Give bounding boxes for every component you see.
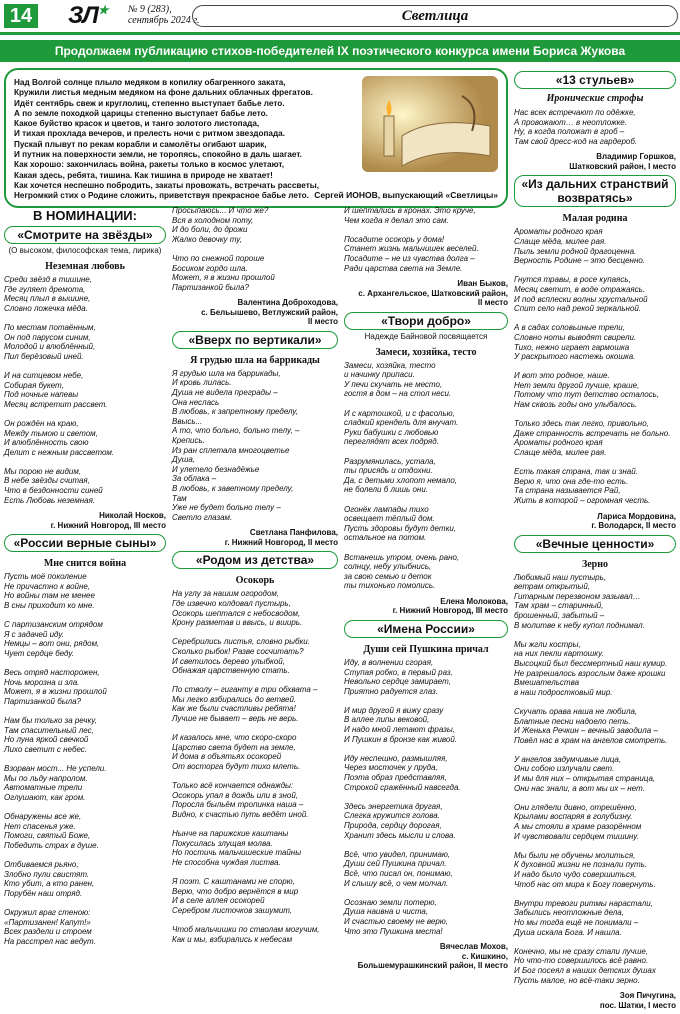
column-1 (4, 206, 166, 952)
poem-text: Среди звёзд в тишине, Где гуляет дремота, Месяц плыл в вышине, Словно ложечка мёда. По местам потаённым, Он под парусом синим, Молодой и влюблённый, Пил берёзовый иней. И на ситцевом небе, Собирая букет, Под ночные напевы Месяц встретит рассвет. Он рождён на краю, Между тьмою и светом, И влюблённость свою Делит с нежным рассветом. Мы порою не видим, В небе звёзды считая, Что в бездонности синей Есть Любовь неземная. (4, 275, 115, 505)
poem-author: Елена Молокова, г. Нижний Новгород, III место (392, 596, 508, 616)
intro-author: Сергей ИОНОВ, выпускающий «Светлицы» (314, 190, 498, 200)
poem-author: Иван Быков, с. Архангельское, Шатковский район, II место (358, 279, 508, 308)
star-icon: ★ (97, 3, 108, 17)
tag-subtitle: (О высоком, философская тема, лирика) (8, 246, 162, 255)
poem-text: Замеси, хозяйка, тесто и начинку припаси. У печи скучать не место, гостя в дом – на стол неси. И с картошкой, и с фасолью, сладкий крендель для внучат. Руки бабушки с любовью переглядят всех подряд. Разрумянилась, устала, ты присядь и отдохни. Да, с детьми хлопот немало, не болели б лишь они. Огонёк лампады тихо освещает тёплый дом. Пусть здоровы будут детки, остальное на потом. Встанешь утром, очень рано, солнцу, небу улыбнись, за свою семью и деток ты тихонько помолись. (344, 360, 460, 591)
poem-author: Вячеслав Мохов, с. Кишкино, Большемурашкинский район, II место (357, 942, 508, 971)
tag-names-of-russia: «Имена России» (344, 620, 508, 638)
poem-author: Лариса Мордовина, г. Володарск, II место (591, 511, 676, 531)
poem-title: Осокорь (235, 575, 275, 587)
candle-book-illustration (362, 76, 498, 172)
column-2 (172, 206, 338, 950)
poem-dedication: Надежде Байновой посвящается (364, 331, 488, 341)
poem-text: Иду, в волнении сгорая, Ступая робко, в первый раз, Невольно сердце замирает, Приятно радуется глаз. И мир другой я вижу сразу В аллее липы вековой, И надо мной летают фразы, И Пушкин в бронзе как живой. Иду неспешно, размышляя, Через мосточек у пруда, Поэта образ представляя, Строкой сражённый навсегда. Здесь энергетика другая, Слегка кружится голова. Природа, сердцу дорогая, Хранит здесь мысли и слова. Всё, что увидел, принимаю, Души сей Пушкина причал. Всё, что писал он, понимаю, И слышу всё, о чем молчал. Осознаю земли потерю, Душа наивна и чиста, И счастью своему не верю, Что это Пушкина места! (344, 657, 461, 936)
poem-author: Валентина Доброходова, с. Бельышево, Ветлужский район, II место (201, 298, 338, 327)
tag-eternal-values: «Вечные ценности» (514, 535, 676, 553)
poem-title: Замеси, хозяйка, тесто (375, 346, 477, 358)
poem-text: Нас всех встречают по одёжке, А провожают… в неотложке. Ну, а когда положат в гроб – Там свой дресс-код на гардероб. (514, 108, 638, 146)
poem-author: Зоя Пичугина, пос. Шатки, I место (599, 991, 676, 1010)
genre-title: Иронические строфы (546, 93, 644, 104)
poem-text: Я грудью шла на баррикады, И кровь лилась. Душа не видела преграды – Она неслась В любовь, к запретному пределу, Ввысь... А то, что больно, больно телу, – Крепись. Из ран сплетала многоцветье Душа, И улетело безнадёжье За облака – В любовь, к заветному пределу, Там Уже не будет больно телу – Светло глазам. (172, 368, 300, 522)
poem-text-continued: И шептались в кронах. Это круче, Чем когда я делал это сам. Посадите осокорь у дома! Станет жизнь мальчишек веселей. Посадите – не из чувства долга – Ради царства света на Земле. (344, 206, 479, 273)
tag-look-at-stars: «Смотрите на звёзды» (4, 226, 166, 244)
issue-date: сентябрь 2024 г. (128, 15, 200, 26)
poem-title: Души сей Пушкина причал (363, 643, 489, 655)
tag-from-childhood: «Родом из детства» (172, 551, 338, 569)
tag-13-chairs: «13 стульев» (514, 71, 676, 89)
section-title: Светлица (192, 5, 678, 27)
contest-banner: Продолжаем публикацию стихов-победителей IX поэтического конкурса имени Бориса Жукова (0, 40, 680, 62)
column-4 (514, 68, 676, 1014)
poem-text: На углу за нашим огородом, Где извечно колдовал пустырь, Осокорь шептался с небосводом, Крону разметав и ввысь, и вширь. Серебрились листья, словно рыбки. Сколько рыбок! Разве сосчитать? И светилось дерево улыбкой, Обнажая царственную стать. По стволу – гиганту в три обхвата – Мы легко взбирались до ветвей. Как же были счастливы ребята! Лучше не бывает – верь не верь. И казалось мне, что скоро-скоро Царство света будет на земле, И дома в объятьях осокорей От восторга будут тихо млеть. Только всё кончается однажды: Осокорь упал в дождь или в зной, Поросла быльём тропинка наша – Видно, к счастью путь ведёт иной. Нынче на парижские каштаны Покусилась злущая молва. Но постичь мальчишеские тайны Не способна чуждая листва. Я поэт. С каштанами не спорю, Верю, что добро вернётся в мир И в селе аллея осокорей Серебром листочков зашумит, Чтоб мальчишки по стволам могучим, Как и мы, взбирались к небесам (172, 589, 320, 944)
poem-author: Николай Носков, г. Нижний Новгород, III место (50, 511, 166, 530)
poem-title: Неземная любовь (45, 261, 125, 272)
tag-vertical: «Вверх по вертикали» (172, 331, 338, 349)
issue-info (128, 4, 200, 26)
header-divider (0, 32, 680, 35)
tag-do-good: «Твори добро» (344, 312, 508, 330)
page-number: 14 (4, 4, 38, 28)
nomination-heading: В НОМИНАЦИИ: (33, 208, 137, 223)
poem-text: Пусть моё поколение Не причастно к войне, Но войны там не менее В сны приходит ко мне. С партизанским отрядом Я с задачей иду. Немцы – вот они, рядом, Чует сердце беду. Весь отряд насторожен, Ночь морозна и зла. Может, я в жизни прошлой Партизанкой была? Нам бы только за речку, Там спасительный лес, Но луна яркой свечкой Лихо светит с небес. Взорван мост... Не успели. Мы по льду напролом. Автоматные трели Оглушают, как гром. Обнаружены все же, Нет спасенья уже. Помоги, святый Боже, Победить страх в душе. Отбиваемся рьяно, Злобно пули свистят. Кто убит, а кто ранен, Порубён наш отряд. Окружил враг стеною: «Партизанен! Капут!» Всех раздели и строем На расстрел нас ведут. (4, 572, 107, 946)
column-3 (344, 206, 508, 975)
poem-title: Мне снится война (43, 558, 127, 570)
intro-box (4, 68, 508, 208)
poem-text-continued: Просыпаюсь... И что же? Вся в холодном поту, И до боли, до дрожи Жалко девочку ту, Что по снежной пороше Босиком гордо шла. Может, я в жизни прошлой Партизанкой была? (172, 206, 275, 292)
newspaper-logo (68, 2, 108, 30)
poem-title: Зерно (581, 558, 609, 570)
poem-author: Владимир Горшков, Шатковский район, I место (569, 152, 676, 171)
poem-title: Малая родина (562, 213, 628, 225)
tag-russia-sons: «России верные сыны» (4, 534, 166, 552)
tag-far-travels: «Из дальних странствий возвратясь» (514, 175, 676, 207)
poem-text: Любимый наш пустырь, ветрам открытый, Гитарным перезвоном зазывал… Там храм – старинный, брошенный, забытый – В молитве к небу купол поднимал. Мы жгли костры, на них пекли картошку. Высоцкий был бессмертный наш кумир. Не разрешалось взрослым даже крошки Вмешательства в наш подростковый мир. Скучать орава наша не любила, Блатные песни надоело петь. И Женька Речкин – вечный заводила – Повёл нас в храм на ангелов смотреть. У ангелов задумчивые лица, Они собою излучали свет. И мы для них – открытая страница, Они нас знали, а вот мы их – нет. Они глядели дивно, отрешённо, Крылами воспаряя в голубизну. А мы стояли в храме разорённом И чувствовали сердцем тишину. Мы были не обучены молиться, К духовной жизни не познали путь. И надо было чудо совершиться, Чтоб нас от мира к Богу повернуть. Внутри тревоги ритмы нарастали, Забылись неотложные дела, Но мы тогда ещё не понимали – Душа искала Бога. И нашла. Конечно, мы не сразу стали лучше, Но что-то совершилось всё равно. И Бог посеял в наших детских душах Пусть малое, но всё-таки зерно. (514, 572, 668, 985)
poem-author: Светлана Панфилова, г. Нижний Новгород, II место (224, 528, 338, 547)
poem-text: Ароматы родного края Слаще мёда, милее рая. Пыль земли родной драгоценна. Верность Родине – это бесценно. Гнутся травы, в росе купаясь, Месяц светит, в воде отражаясь. И под всплески волны хрустальной Спит село над рекой зеркальной. А в садах соловьиные трели, Словно ноты выводят свирели. Тихо, нежно играет гармошка У раскрытого настежь окошка. И вот это родное, наше. Нет земли другой лучше, краше, Потому что тут детство осталось, Нам сквозь годы оно улыбалось. Только здесь так легко, привольно, Даже странность встречать не больно. Ароматы родного края Слаще мёда, милее рая. Есть такая страна, так и знай. Верю я, что она где-то есть. Та страна называется Рай, Жить в которой – огромная честь. (514, 227, 671, 505)
issue-number: № 9 (283), (128, 4, 172, 15)
intro-poem: Над Волгой солнце плыло медяком в копилку обагренного заката, Кружили листья медным медяком на фоне дальних облачных фрегатов. Идёт сентябрь свеж и круглолиц, степенно выступает бабье лето. А по земле походкой царицы степенно выступает бабье лето. Какое буйство красок и цветов, и танго золотого листопада, И тихая прохлада вечеров, и прелесть ночи с ритмом звездопада. Пускай плывут по рекам корабли и самолёты огибают шарик, И путник на поверхности земли, не торопясь, спокойно в даль шагает. Как хорошо: закончилась война, ракеты только в космос улетают, Какая здесь, ребята, тишина. Как тишина в природе не хватает! Как хочется неспешно побродить, закаты провожать, встречать рассветы, Негромкий стих о Родине сложить, приветствуя прекрасное бабье лето. (14, 78, 320, 201)
page-header (0, 0, 680, 38)
logo-text: ЗЛ (68, 2, 98, 29)
poem-title: Я грудью шла на баррикады (190, 354, 320, 366)
